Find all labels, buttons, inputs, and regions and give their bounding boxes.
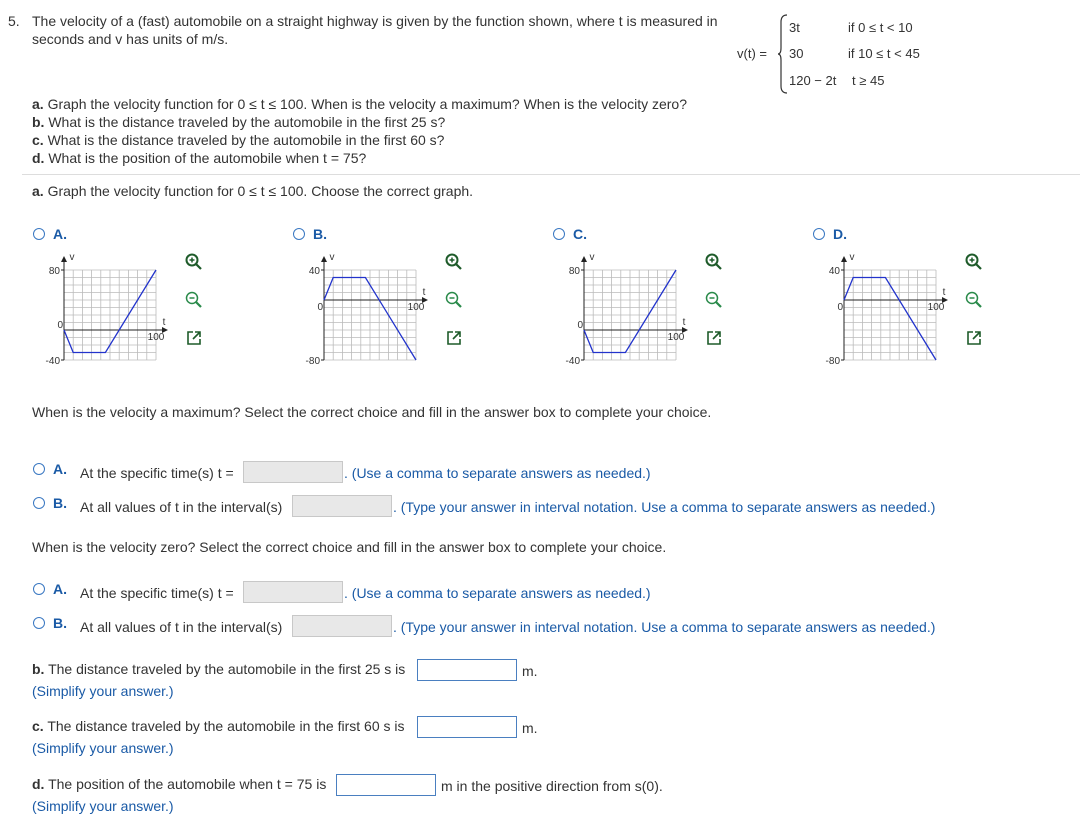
x-axis-label: t bbox=[162, 317, 166, 328]
graph-option-b-label[interactable]: B. bbox=[313, 226, 327, 242]
y-axis-arrow bbox=[61, 256, 67, 262]
x-max-label: 100 bbox=[147, 332, 165, 343]
part-d-question: d. What is the position of the automobile when t = 75? bbox=[32, 150, 367, 166]
y-max-label: 40 bbox=[828, 266, 840, 277]
graph-option-a-radio[interactable] bbox=[33, 228, 45, 240]
graph-option-a-label[interactable]: A. bbox=[53, 226, 67, 242]
zoom-out-icon[interactable] bbox=[184, 290, 204, 310]
x-axis-label: t bbox=[682, 317, 686, 328]
x-max-label: 100 bbox=[927, 302, 945, 313]
graph-option-c-radio[interactable] bbox=[553, 228, 565, 240]
y-min-label: -80 bbox=[305, 356, 320, 365]
zoom-in-icon[interactable] bbox=[964, 252, 984, 272]
part-a-question: a. Graph the velocity function for 0 ≤ t ≤ 100. When is the velocity a maximum? When is the velocity zero? bbox=[32, 96, 688, 112]
zoom-in-icon[interactable] bbox=[184, 252, 204, 272]
graph-a bbox=[38, 250, 168, 365]
piece-1-expr: 3t bbox=[789, 20, 800, 35]
graph-d bbox=[818, 250, 958, 365]
popout-icon[interactable] bbox=[184, 328, 204, 348]
graph-option-c-label[interactable]: C. bbox=[573, 226, 587, 242]
graph-c bbox=[558, 250, 688, 365]
part-d-hint: (Simplify your answer.) bbox=[32, 798, 174, 814]
zero-choice-b-input[interactable] bbox=[292, 615, 392, 637]
zero-choice-b-label[interactable]: B. bbox=[53, 615, 67, 631]
zero-choice-a-input[interactable] bbox=[243, 581, 343, 603]
problem-text-line1: The velocity of a (fast) automobile on a straight highway is given by the function shown, where t is measured in bbox=[32, 13, 718, 29]
function-name: v(t) = bbox=[737, 46, 767, 61]
max-choice-a-prompt: At the specific time(s) t = bbox=[80, 465, 234, 481]
x-max-label: 100 bbox=[407, 302, 425, 313]
x-max-label: 100 bbox=[667, 332, 685, 343]
origin-label: 0 bbox=[837, 302, 843, 313]
zero-choice-b-prompt: At all values of t in the interval(s) bbox=[80, 619, 283, 635]
zoom-out-icon[interactable] bbox=[964, 290, 984, 310]
y-axis-label: v bbox=[589, 252, 595, 263]
part-a-prompt: a. Graph the velocity function for 0 ≤ t ≤ 100. Choose the correct graph. bbox=[32, 183, 474, 199]
part-b-question: b. What is the distance traveled by the automobile in the first 25 s? bbox=[32, 114, 446, 130]
origin-label: 0 bbox=[57, 320, 63, 331]
divider bbox=[22, 174, 1080, 175]
y-axis-arrow bbox=[841, 256, 847, 262]
zero-choice-a-hint: . (Use a comma to separate answers as needed.) bbox=[344, 585, 651, 601]
y-axis-label: v bbox=[849, 252, 855, 263]
zero-choice-a-prompt: At the specific time(s) t = bbox=[80, 585, 234, 601]
max-choice-b-prompt: At all values of t in the interval(s) bbox=[80, 499, 283, 515]
graph-option-b-radio[interactable] bbox=[293, 228, 305, 240]
graph-option-d-label[interactable]: D. bbox=[833, 226, 847, 242]
graph-b bbox=[298, 250, 438, 365]
zero-choice-a-label[interactable]: A. bbox=[53, 581, 67, 597]
popout-icon[interactable] bbox=[444, 328, 464, 348]
piece-3-expr: 120 − 2t bbox=[789, 73, 837, 88]
max-question: When is the velocity a maximum? Select the correct choice and fill in the answer box to complete your choice. bbox=[32, 404, 712, 420]
x-axis-label: t bbox=[422, 287, 426, 298]
part-d-unit: m in the positive direction from s(0). bbox=[441, 778, 663, 794]
x-axis-label: t bbox=[942, 287, 946, 298]
y-min-label: -80 bbox=[825, 356, 840, 365]
y-max-label: 40 bbox=[308, 266, 320, 277]
part-b-prompt: b. The distance traveled by the automobile in the first 25 s is bbox=[32, 661, 406, 677]
y-min-label: -40 bbox=[565, 356, 580, 365]
part-c-prompt: c. The distance traveled by the automobile in the first 60 s is bbox=[32, 718, 405, 734]
max-choice-b-radio[interactable] bbox=[33, 497, 45, 509]
y-max-label: 80 bbox=[568, 266, 580, 277]
zoom-out-icon[interactable] bbox=[444, 290, 464, 310]
zero-choice-b-hint: . (Type your answer in interval notation. Use a comma to separate answers as needed.) bbox=[393, 619, 936, 635]
part-b-hint: (Simplify your answer.) bbox=[32, 683, 174, 699]
max-choice-a-label[interactable]: A. bbox=[53, 461, 67, 477]
problem-text-line2: seconds and v has units of m/s. bbox=[32, 31, 229, 47]
max-choice-b-input[interactable] bbox=[292, 495, 392, 517]
y-axis-arrow bbox=[581, 256, 587, 262]
piece-3-cond: t ≥ 45 bbox=[852, 73, 885, 88]
zero-question: When is the velocity zero? Select the correct choice and fill in the answer box to complete your choice. bbox=[32, 539, 667, 555]
origin-label: 0 bbox=[317, 302, 323, 313]
part-c-unit: m. bbox=[522, 720, 538, 736]
part-c-input[interactable] bbox=[417, 716, 517, 738]
popout-icon[interactable] bbox=[964, 328, 984, 348]
max-choice-a-input[interactable] bbox=[243, 461, 343, 483]
zoom-in-icon[interactable] bbox=[704, 252, 724, 272]
part-b-input[interactable] bbox=[417, 659, 517, 681]
max-choice-a-radio[interactable] bbox=[33, 463, 45, 475]
popout-icon[interactable] bbox=[704, 328, 724, 348]
part-b-unit: m. bbox=[522, 663, 538, 679]
piece-1-cond: if 0 ≤ t < 10 bbox=[848, 20, 913, 35]
max-choice-b-label[interactable]: B. bbox=[53, 495, 67, 511]
part-d-input[interactable] bbox=[336, 774, 436, 796]
part-c-question: c. What is the distance traveled by the automobile in the first 60 s? bbox=[32, 132, 445, 148]
max-choice-a-hint: . (Use a comma to separate answers as needed.) bbox=[344, 465, 651, 481]
y-axis-label: v bbox=[69, 252, 75, 263]
y-axis-label: v bbox=[329, 252, 335, 263]
zero-choice-a-radio[interactable] bbox=[33, 583, 45, 595]
piece-2-expr: 30 bbox=[789, 46, 804, 61]
problem-number: 5. bbox=[8, 13, 20, 29]
max-choice-b-hint: . (Type your answer in interval notation. Use a comma to separate answers as needed.) bbox=[393, 499, 936, 515]
y-max-label: 80 bbox=[48, 266, 60, 277]
zoom-out-icon[interactable] bbox=[704, 290, 724, 310]
origin-label: 0 bbox=[577, 320, 583, 331]
part-c-hint: (Simplify your answer.) bbox=[32, 740, 174, 756]
graph-option-d-radio[interactable] bbox=[813, 228, 825, 240]
y-min-label: -40 bbox=[45, 356, 60, 365]
part-d-prompt: d. The position of the automobile when t = 75 is bbox=[32, 776, 327, 792]
zoom-in-icon[interactable] bbox=[444, 252, 464, 272]
piece-2-cond: if 10 ≤ t < 45 bbox=[848, 46, 920, 61]
y-axis-arrow bbox=[321, 256, 327, 262]
piecewise-brace bbox=[778, 14, 788, 94]
zero-choice-b-radio[interactable] bbox=[33, 617, 45, 629]
